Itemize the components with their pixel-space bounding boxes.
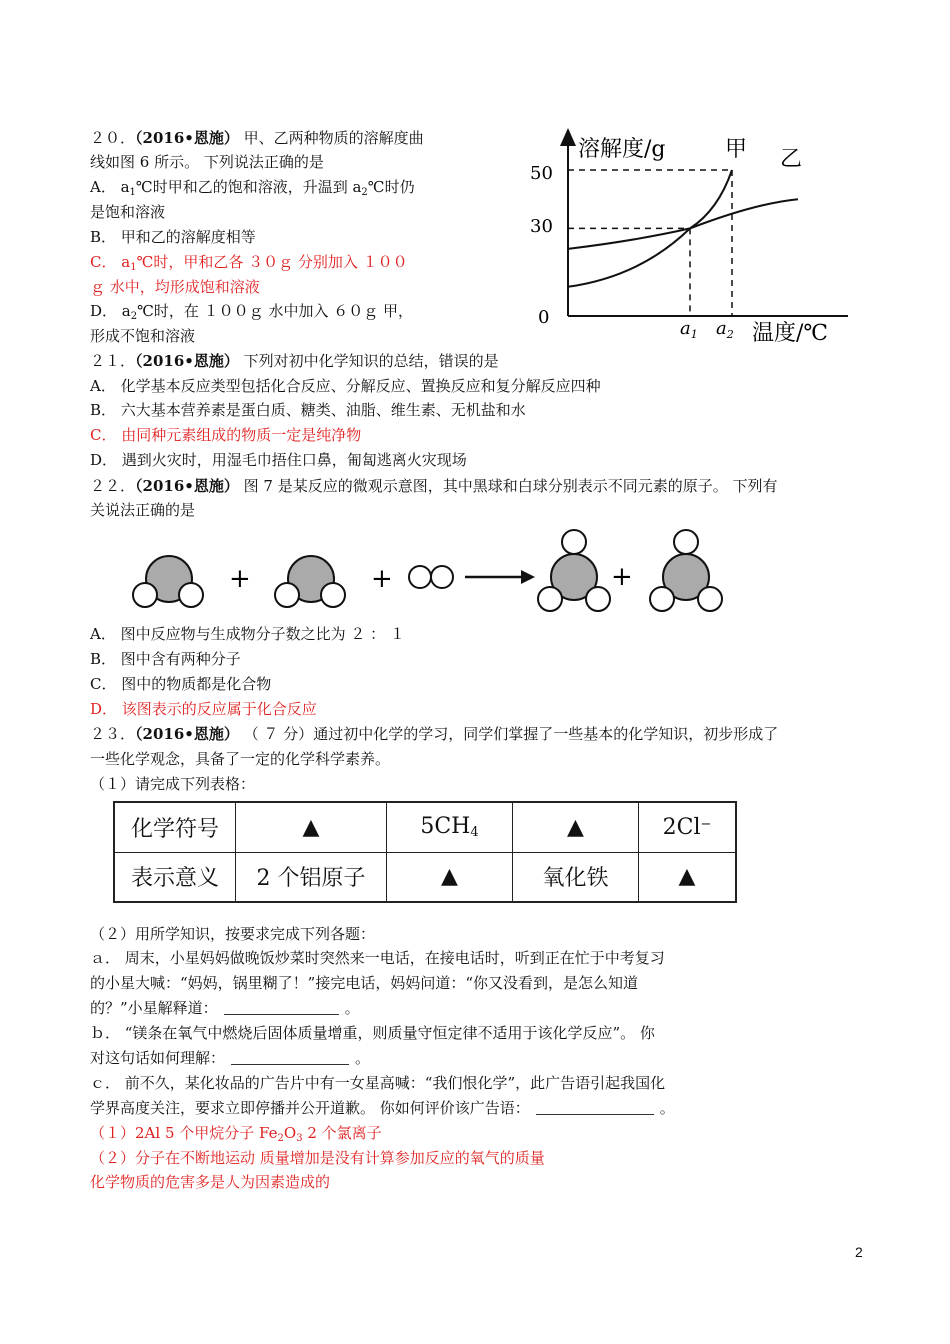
q20-option-a: A． $a_1℃$时甲和乙的饱和溶液，升温到 $a_2℃$时仍 — [90, 178, 415, 198]
table-cell: ▲ — [236, 802, 387, 852]
series-label-jia: 甲 — [725, 137, 748, 162]
x-tick-a1: $a_1$ — [680, 318, 698, 341]
table-cell: 2 个铝原子 — [236, 852, 387, 902]
series-label-yi: 乙 — [780, 147, 803, 172]
series-line-yi — [568, 199, 798, 249]
q20-stem-line1: ２０．（2016•恩施） 甲、乙两种物质的溶解度曲 — [90, 129, 424, 147]
q20-option-b: B． 甲和乙的溶解度相等 — [90, 228, 256, 246]
table-cell: ▲ — [513, 802, 639, 852]
solubility-chart — [520, 128, 860, 348]
x-tick-a2: $a_2$ — [716, 318, 734, 341]
q23-b-line2: 对这句话如何理解： 。 — [90, 1049, 371, 1067]
table-cell: ▲ — [639, 852, 737, 902]
table-cell: ▲ — [387, 852, 513, 902]
q20-option-a-cont: 是饱和溶液 — [90, 203, 166, 221]
q20-option-d: D． $a_2℃$时，在 １００ｇ 水中加入 ６０ｇ 甲， — [90, 302, 413, 322]
reactant-molecule-3 — [409, 566, 453, 588]
q23-stem-line1: ２３．（2016•恩施） （ ７ 分）通过初中化学的学习，同学们掌握了一些基本的化学知识，初步形成了 — [90, 725, 779, 743]
q23-stem-line2: 一些化学观念，具备了一定的化学科学素养。 — [90, 750, 391, 768]
q21-option-b: B． 六大基本营养素是蛋白质、糖类、油脂、维生素、无机盐和水 — [90, 401, 526, 419]
page-number: 2 — [855, 1244, 863, 1260]
plus-sign-2: + — [371, 564, 393, 594]
q23-a-line3: 的？”小星解释道： 。 — [90, 999, 360, 1017]
symbol-table — [113, 801, 737, 903]
q20-option-c: C． $a_1℃$时，甲和乙各 ３０ｇ 分别加入 １００ — [90, 253, 408, 273]
answer-line2: （２）分子在不断地运动 质量增加是没有计算参加反应的氧气的质量 — [90, 1149, 545, 1167]
q20-option-d-cont: 形成不饱和溶液 — [90, 327, 196, 345]
product-molecule-1 — [538, 530, 610, 611]
q22-option-c: C． 图中的物质都是化合物 — [90, 675, 272, 693]
q23-b-line1: ｂ． “镁条在氧气中燃烧后固体质量增重，则质量守恒定律不适用于该化学反应”。 你 — [90, 1024, 655, 1042]
table-row — [114, 802, 736, 852]
q23-a-line1: ａ． 周末，小星妈妈做晚饭炒菜时突然来一电话，在接电话时，听到正在忙于中考复习 — [90, 949, 665, 967]
q23-c-line2: 学界高度关注，要求立即停播并公开道歉。 你如何评价该广告语： 。 — [90, 1099, 675, 1117]
table-cell: $5CH_4$ — [387, 802, 513, 852]
q21-option-d: D． 遇到火灾时，用湿毛巾捂住口鼻，匍匐逃离火灾现场 — [90, 451, 467, 469]
q22-stem-line2: 关说法正确的是 — [90, 501, 196, 519]
y-axis-label: 溶解度/g — [578, 137, 666, 162]
plus-sign-1: + — [229, 564, 251, 594]
q23-part2: （２）用所学知识，按要求完成下列各题： — [90, 925, 376, 943]
q22-option-d: D． 该图表示的反应属于化合反应 — [90, 700, 317, 718]
q22-option-a: A． 图中反应物与生成物分子数之比为 ２ ： １ — [90, 625, 405, 643]
table-cell: 化学符号 — [114, 802, 236, 852]
q23-part1: （１）请完成下列表格： — [90, 775, 256, 793]
table-cell: 表示意义 — [114, 852, 236, 902]
q22-stem-line1: ２２．（2016•恩施） 图 7 是某反应的微观示意图，其中黑球和白球分别表示不同元素的原子。 下列有 — [90, 477, 778, 495]
q20-stem-line2: 线如图 6 所示。 下列说法正确的是 — [90, 153, 324, 171]
q23-c-line1: ｃ． 前不久，某化妆品的广告片中有一女星高喊：“我们恨化学”，此广告语引起我国化 — [90, 1074, 666, 1092]
answer-blank-b[interactable] — [231, 1050, 349, 1065]
x-axis-label: 温度/℃ — [752, 321, 829, 346]
reactant-molecule-1 — [133, 556, 203, 607]
y-tick-30: 30 — [530, 216, 553, 237]
q21-option-a: A． 化学基本反应类型包括化合反应、分解反应、置换反应和复分解反应四种 — [90, 377, 601, 395]
q21-option-c: C． 由同种元素组成的物质一定是纯净物 — [90, 426, 362, 444]
reactant-molecule-2 — [275, 556, 345, 607]
q22-option-b: B． 图中含有两种分子 — [90, 650, 241, 668]
table-cell: 氧化铁 — [513, 852, 639, 902]
product-molecule-2 — [650, 530, 722, 611]
answer-blank-c[interactable] — [536, 1100, 654, 1115]
answer-line1: （１）2Al 5 个甲烷分子 $Fe_2O_3$ 2 个氯离子 — [90, 1124, 382, 1144]
q23-a-line2: 的小星大喊：“妈妈，锅里糊了！”接完电话，妈妈问道：“你又没看到，是怎么知道 — [90, 974, 639, 992]
answer-blank-a[interactable] — [224, 1000, 339, 1015]
q21-stem: ２１．（2016•恩施） 下列对初中化学知识的总结，错误的是 — [90, 352, 499, 370]
table-row — [114, 852, 736, 902]
y-tick-50: 50 — [530, 163, 553, 184]
answer-line3: 化学物质的危害多是人为因素造成的 — [90, 1173, 331, 1191]
q20-option-c-cont: ｇ 水中，均形成饱和溶液 — [90, 278, 260, 296]
table-cell: 2Cl− — [639, 802, 737, 852]
plus-sign-3: + — [611, 562, 633, 592]
reaction-diagram — [125, 525, 725, 617]
y-tick-0: 0 — [538, 307, 550, 328]
